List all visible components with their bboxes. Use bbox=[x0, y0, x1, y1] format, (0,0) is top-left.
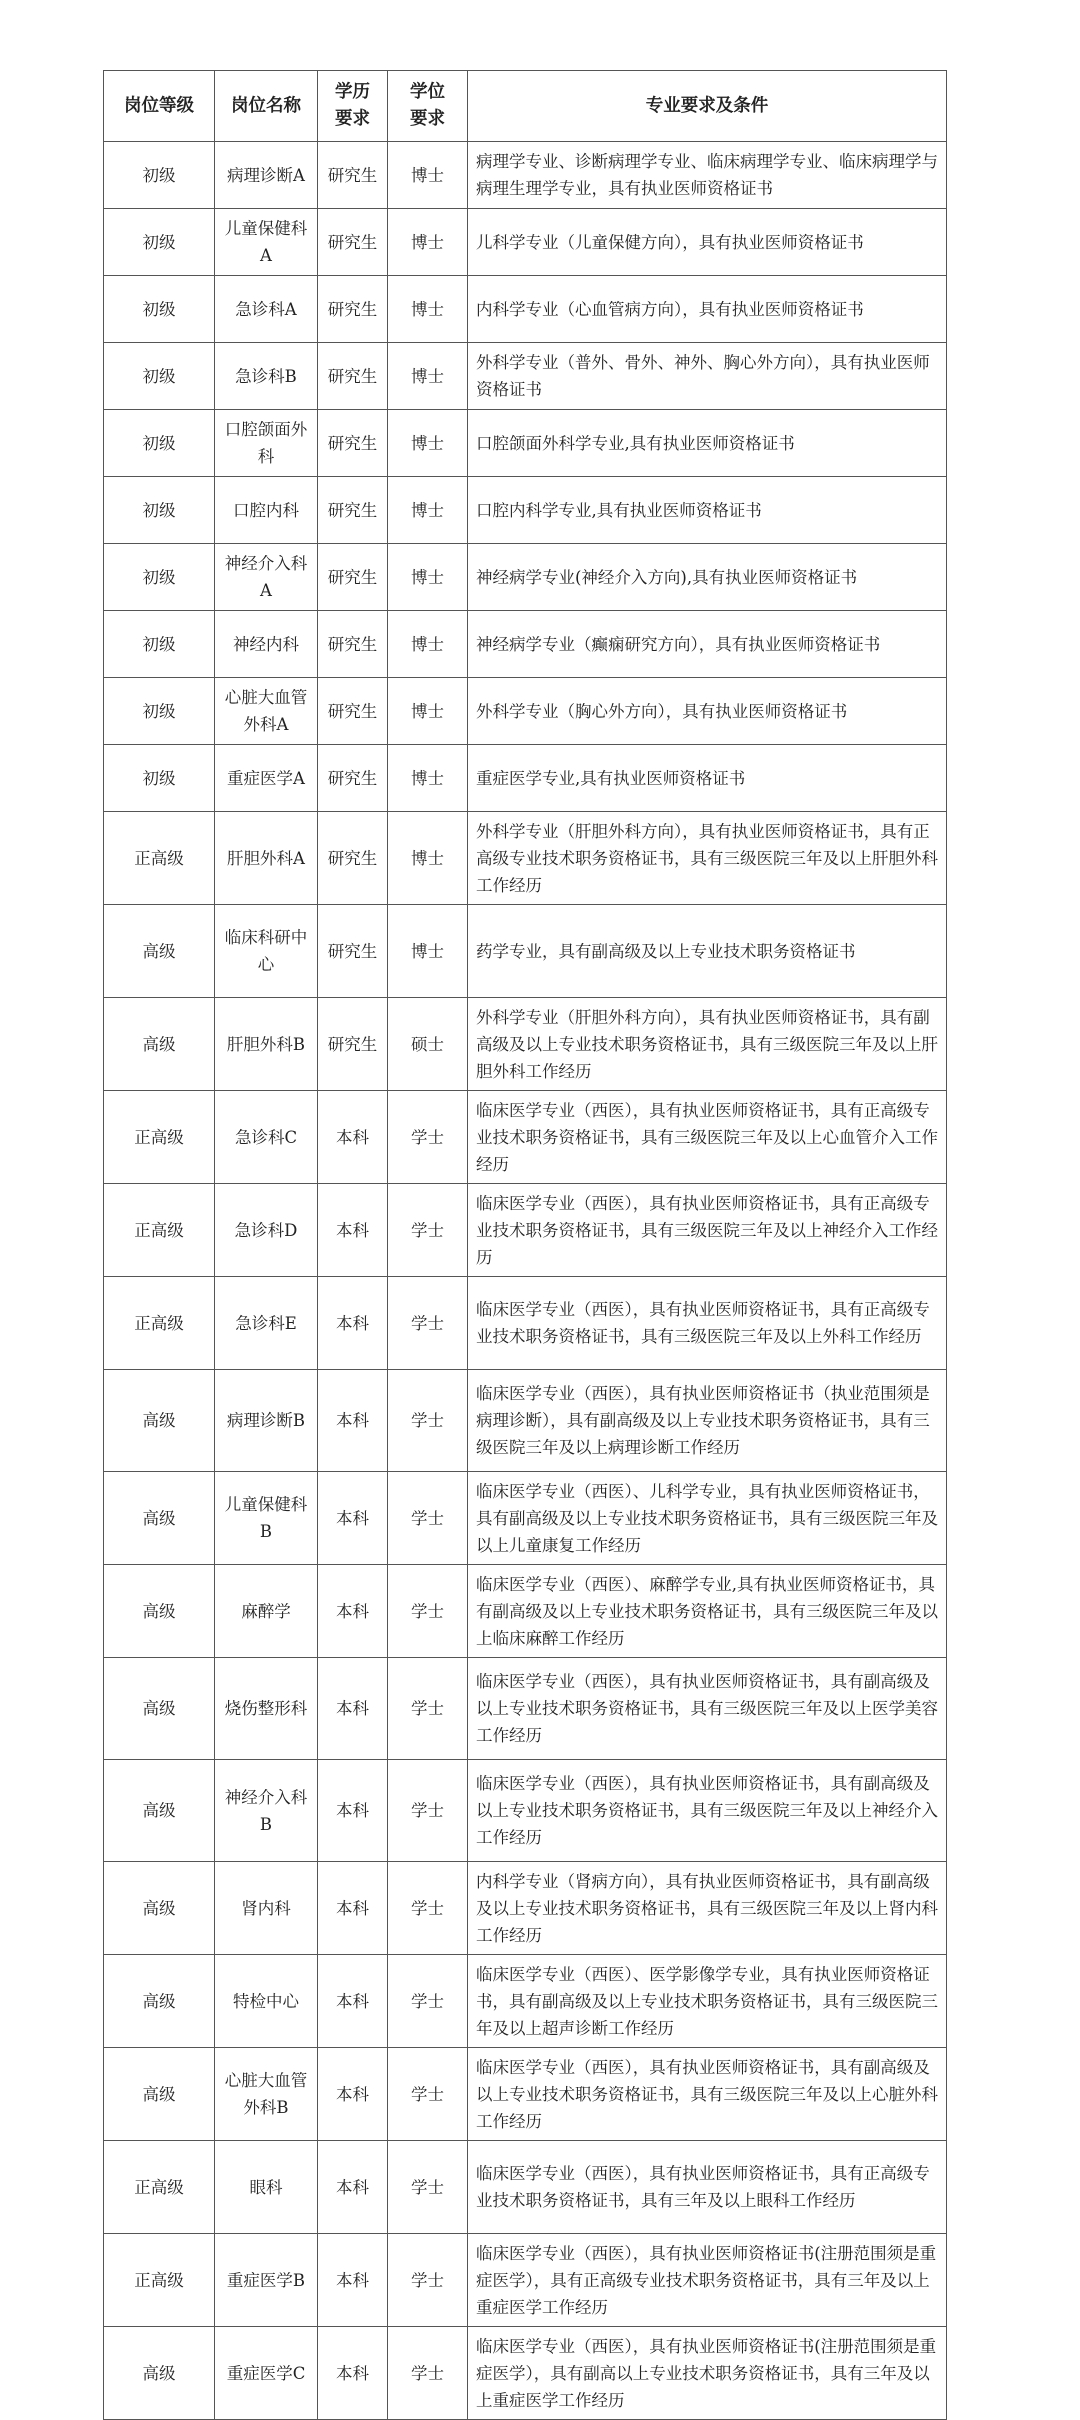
cell-level: 正高级 bbox=[104, 1184, 215, 1277]
cell-degree: 学士 bbox=[388, 1277, 468, 1370]
table-row bbox=[104, 1565, 947, 1658]
cell-requirements: 临床医学专业（西医）、儿科学专业，具有执业医师资格证书，具有副高级及以上专业技术职务资格证书，具有三级医院三年及以上儿童康复工作经历 bbox=[468, 1472, 947, 1565]
cell-position-name: 急诊科A bbox=[215, 276, 318, 343]
table-body bbox=[104, 142, 947, 2420]
recruitment-table bbox=[103, 70, 947, 2420]
cell-position-name: 重症医学A bbox=[215, 745, 318, 812]
cell-education: 本科 bbox=[318, 2141, 388, 2234]
cell-requirements: 临床医学专业（西医），具有执业医师资格证书，具有正高级专业技术职务资格证书，具有三级医院三年及以上心血管介入工作经历 bbox=[468, 1091, 947, 1184]
header-level: 岗位等级 bbox=[104, 71, 215, 142]
cell-position-name: 心脏大血管外科B bbox=[215, 2048, 318, 2141]
cell-requirements: 临床医学专业（西医），具有执业医师资格证书(注册范围须是重症医学），具有副高以上专业技术职务资格证书，具有三年及以上重症医学工作经历 bbox=[468, 2327, 947, 2420]
cell-level: 高级 bbox=[104, 1862, 215, 1955]
cell-position-name: 肾内科 bbox=[215, 1862, 318, 1955]
table-row bbox=[104, 1760, 947, 1862]
cell-education: 研究生 bbox=[318, 611, 388, 678]
cell-degree: 博士 bbox=[388, 142, 468, 209]
cell-level: 正高级 bbox=[104, 2234, 215, 2327]
cell-level: 初级 bbox=[104, 678, 215, 745]
cell-level: 高级 bbox=[104, 998, 215, 1091]
cell-requirements: 口腔颌面外科学专业,具有执业医师资格证书 bbox=[468, 410, 947, 477]
table-row bbox=[104, 343, 947, 410]
cell-position-name: 临床科研中心 bbox=[215, 905, 318, 998]
cell-position-name: 急诊科C bbox=[215, 1091, 318, 1184]
cell-requirements: 病理学专业、诊断病理学专业、临床病理学专业、临床病理学与病理生理学专业，具有执业医师资格证书 bbox=[468, 142, 947, 209]
cell-level: 高级 bbox=[104, 1565, 215, 1658]
header-education bbox=[318, 71, 388, 142]
cell-position-name: 神经介入科B bbox=[215, 1760, 318, 1862]
cell-position-name: 急诊科B bbox=[215, 343, 318, 410]
cell-degree: 学士 bbox=[388, 2048, 468, 2141]
cell-degree: 博士 bbox=[388, 678, 468, 745]
table-header-row bbox=[104, 71, 947, 142]
cell-education: 本科 bbox=[318, 1862, 388, 1955]
cell-requirements: 外科学专业（胸心外方向），具有执业医师资格证书 bbox=[468, 678, 947, 745]
cell-degree: 博士 bbox=[388, 410, 468, 477]
cell-position-name: 神经介入科A bbox=[215, 544, 318, 611]
cell-degree: 博士 bbox=[388, 343, 468, 410]
cell-degree: 学士 bbox=[388, 1472, 468, 1565]
table-row bbox=[104, 2141, 947, 2234]
cell-education: 研究生 bbox=[318, 678, 388, 745]
cell-requirements: 临床医学专业（西医），具有执业医师资格证书（执业范围须是病理诊断），具有副高级及以上专业技术职务资格证书，具有三级医院三年及以上病理诊断工作经历 bbox=[468, 1370, 947, 1472]
cell-degree: 学士 bbox=[388, 1658, 468, 1760]
header-degree-label: 学位 要求 bbox=[410, 82, 445, 129]
cell-requirements: 神经病学专业(神经介入方向),具有执业医师资格证书 bbox=[468, 544, 947, 611]
cell-requirements: 神经病学专业（癫痫研究方向），具有执业医师资格证书 bbox=[468, 611, 947, 678]
cell-position-name: 心脏大血管外科A bbox=[215, 678, 318, 745]
cell-level: 初级 bbox=[104, 611, 215, 678]
cell-position-name: 眼科 bbox=[215, 2141, 318, 2234]
cell-level: 高级 bbox=[104, 1760, 215, 1862]
cell-education: 研究生 bbox=[318, 905, 388, 998]
table-row bbox=[104, 812, 947, 905]
cell-position-name: 重症医学C bbox=[215, 2327, 318, 2420]
cell-degree: 博士 bbox=[388, 905, 468, 998]
table-row bbox=[104, 276, 947, 343]
cell-requirements: 临床医学专业（西医），具有执业医师资格证书(注册范围须是重症医学），具有正高级专业技术职务资格证书，具有三年及以上重症医学工作经历 bbox=[468, 2234, 947, 2327]
cell-degree: 学士 bbox=[388, 1184, 468, 1277]
cell-education: 研究生 bbox=[318, 477, 388, 544]
header-position-name: 岗位名称 bbox=[215, 71, 318, 142]
table-row bbox=[104, 209, 947, 276]
cell-position-name: 急诊科D bbox=[215, 1184, 318, 1277]
header-education-label: 学历 要求 bbox=[335, 82, 370, 129]
cell-level: 初级 bbox=[104, 209, 215, 276]
cell-position-name: 病理诊断B bbox=[215, 1370, 318, 1472]
cell-position-name: 病理诊断A bbox=[215, 142, 318, 209]
cell-education: 本科 bbox=[318, 1184, 388, 1277]
cell-position-name: 烧伤整形科 bbox=[215, 1658, 318, 1760]
table-row bbox=[104, 1184, 947, 1277]
cell-requirements: 临床医学专业（西医），具有执业医师资格证书，具有副高级及以上专业技术职务资格证书，具有三级医院三年及以上医学美容工作经历 bbox=[468, 1658, 947, 1760]
cell-level: 高级 bbox=[104, 1370, 215, 1472]
table-row bbox=[104, 1955, 947, 2048]
cell-degree: 博士 bbox=[388, 477, 468, 544]
cell-requirements: 临床医学专业（西医），具有执业医师资格证书，具有副高级及以上专业技术职务资格证书，具有三级医院三年及以上神经介入工作经历 bbox=[468, 1760, 947, 1862]
cell-degree: 学士 bbox=[388, 2234, 468, 2327]
cell-requirements: 临床医学专业（西医），具有执业医师资格证书，具有正高级专业技术职务资格证书，具有三年及以上眼科工作经历 bbox=[468, 2141, 947, 2234]
cell-requirements: 临床医学专业（西医）、麻醉学专业,具有执业医师资格证书，具有副高级及以上专业技术职务资格证书，具有三级医院三年及以上临床麻醉工作经历 bbox=[468, 1565, 947, 1658]
cell-education: 本科 bbox=[318, 1370, 388, 1472]
cell-education: 本科 bbox=[318, 1658, 388, 1760]
cell-degree: 硕士 bbox=[388, 998, 468, 1091]
table-row bbox=[104, 998, 947, 1091]
cell-level: 高级 bbox=[104, 905, 215, 998]
cell-education: 研究生 bbox=[318, 998, 388, 1091]
cell-degree: 学士 bbox=[388, 1091, 468, 1184]
cell-requirements: 内科学专业（心血管病方向），具有执业医师资格证书 bbox=[468, 276, 947, 343]
table-row bbox=[104, 1277, 947, 1370]
cell-requirements: 外科学专业（普外、骨外、神外、胸心外方向），具有执业医师资格证书 bbox=[468, 343, 947, 410]
cell-degree: 学士 bbox=[388, 1760, 468, 1862]
cell-position-name: 肝胆外科A bbox=[215, 812, 318, 905]
cell-level: 初级 bbox=[104, 276, 215, 343]
cell-position-name: 口腔颌面外科 bbox=[215, 410, 318, 477]
cell-position-name: 口腔内科 bbox=[215, 477, 318, 544]
cell-position-name: 肝胆外科B bbox=[215, 998, 318, 1091]
table-row bbox=[104, 1472, 947, 1565]
cell-education: 本科 bbox=[318, 1760, 388, 1862]
table-row bbox=[104, 905, 947, 998]
cell-level: 高级 bbox=[104, 1472, 215, 1565]
cell-education: 本科 bbox=[318, 2234, 388, 2327]
cell-level: 正高级 bbox=[104, 2141, 215, 2234]
cell-education: 本科 bbox=[318, 1472, 388, 1565]
cell-requirements: 重症医学专业,具有执业医师资格证书 bbox=[468, 745, 947, 812]
table-row bbox=[104, 1370, 947, 1472]
cell-education: 本科 bbox=[318, 1091, 388, 1184]
cell-education: 本科 bbox=[318, 2048, 388, 2141]
cell-level: 初级 bbox=[104, 410, 215, 477]
table-row bbox=[104, 611, 947, 678]
cell-education: 研究生 bbox=[318, 209, 388, 276]
cell-education: 研究生 bbox=[318, 745, 388, 812]
cell-level: 高级 bbox=[104, 2048, 215, 2141]
cell-requirements: 儿科学专业（儿童保健方向），具有执业医师资格证书 bbox=[468, 209, 947, 276]
cell-degree: 学士 bbox=[388, 1955, 468, 2048]
cell-position-name: 儿童保健科B bbox=[215, 1472, 318, 1565]
cell-position-name: 特检中心 bbox=[215, 1955, 318, 2048]
cell-degree: 博士 bbox=[388, 276, 468, 343]
cell-requirements: 临床医学专业（西医），具有执业医师资格证书，具有副高级及以上专业技术职务资格证书，具有三级医院三年及以上心脏外科工作经历 bbox=[468, 2048, 947, 2141]
table-row bbox=[104, 2327, 947, 2420]
cell-requirements: 口腔内科学专业,具有执业医师资格证书 bbox=[468, 477, 947, 544]
cell-education: 本科 bbox=[318, 2327, 388, 2420]
table-row bbox=[104, 745, 947, 812]
cell-education: 本科 bbox=[318, 1955, 388, 2048]
cell-degree: 学士 bbox=[388, 1862, 468, 1955]
cell-degree: 博士 bbox=[388, 611, 468, 678]
table-row bbox=[104, 410, 947, 477]
cell-education: 研究生 bbox=[318, 343, 388, 410]
cell-degree: 学士 bbox=[388, 2327, 468, 2420]
cell-position-name: 神经内科 bbox=[215, 611, 318, 678]
table-row bbox=[104, 142, 947, 209]
cell-education: 研究生 bbox=[318, 544, 388, 611]
cell-level: 正高级 bbox=[104, 1277, 215, 1370]
cell-requirements: 临床医学专业（西医），具有执业医师资格证书，具有正高级专业技术职务资格证书，具有三级医院三年及以上外科工作经历 bbox=[468, 1277, 947, 1370]
table-row bbox=[104, 678, 947, 745]
cell-position-name: 重症医学B bbox=[215, 2234, 318, 2327]
cell-degree: 博士 bbox=[388, 745, 468, 812]
cell-degree: 博士 bbox=[388, 209, 468, 276]
cell-level: 高级 bbox=[104, 1955, 215, 2048]
cell-level: 正高级 bbox=[104, 1091, 215, 1184]
cell-degree: 学士 bbox=[388, 1565, 468, 1658]
cell-requirements: 外科学专业（肝胆外科方向），具有执业医师资格证书，具有副高级及以上专业技术职务资格证书，具有三级医院三年及以上肝胆外科工作经历 bbox=[468, 998, 947, 1091]
cell-education: 研究生 bbox=[318, 276, 388, 343]
cell-degree: 博士 bbox=[388, 812, 468, 905]
cell-level: 高级 bbox=[104, 2327, 215, 2420]
cell-requirements: 药学专业，具有副高级及以上专业技术职务资格证书 bbox=[468, 905, 947, 998]
cell-level: 初级 bbox=[104, 477, 215, 544]
cell-level: 初级 bbox=[104, 745, 215, 812]
cell-degree: 学士 bbox=[388, 1370, 468, 1472]
cell-level: 初级 bbox=[104, 142, 215, 209]
header-degree bbox=[388, 71, 468, 142]
table-row bbox=[104, 2048, 947, 2141]
cell-education: 研究生 bbox=[318, 812, 388, 905]
table-row bbox=[104, 477, 947, 544]
cell-requirements: 外科学专业（肝胆外科方向），具有执业医师资格证书，具有正高级专业技术职务资格证书，具有三级医院三年及以上肝胆外科工作经历 bbox=[468, 812, 947, 905]
table-row bbox=[104, 1862, 947, 1955]
cell-education: 本科 bbox=[318, 1565, 388, 1658]
cell-degree: 学士 bbox=[388, 2141, 468, 2234]
table-row bbox=[104, 544, 947, 611]
cell-requirements: 临床医学专业（西医），具有执业医师资格证书，具有正高级专业技术职务资格证书，具有三级医院三年及以上神经介入工作经历 bbox=[468, 1184, 947, 1277]
cell-education: 本科 bbox=[318, 1277, 388, 1370]
cell-level: 正高级 bbox=[104, 812, 215, 905]
cell-requirements: 内科学专业（肾病方向），具有执业医师资格证书，具有副高级及以上专业技术职务资格证书，具有三级医院三年及以上肾内科工作经历 bbox=[468, 1862, 947, 1955]
cell-position-name: 急诊科E bbox=[215, 1277, 318, 1370]
table-row bbox=[104, 1091, 947, 1184]
cell-position-name: 儿童保健科A bbox=[215, 209, 318, 276]
recruitment-table-container bbox=[103, 70, 946, 2420]
table-row bbox=[104, 2234, 947, 2327]
cell-level: 初级 bbox=[104, 544, 215, 611]
cell-education: 研究生 bbox=[318, 410, 388, 477]
cell-level: 初级 bbox=[104, 343, 215, 410]
cell-position-name: 麻醉学 bbox=[215, 1565, 318, 1658]
cell-requirements: 临床医学专业（西医）、医学影像学专业，具有执业医师资格证书，具有副高级及以上专业技术职务资格证书，具有三级医院三年及以上超声诊断工作经历 bbox=[468, 1955, 947, 2048]
cell-degree: 博士 bbox=[388, 544, 468, 611]
cell-education: 研究生 bbox=[318, 142, 388, 209]
header-requirements: 专业要求及条件 bbox=[468, 71, 947, 142]
table-row bbox=[104, 1658, 947, 1760]
cell-level: 高级 bbox=[104, 1658, 215, 1760]
